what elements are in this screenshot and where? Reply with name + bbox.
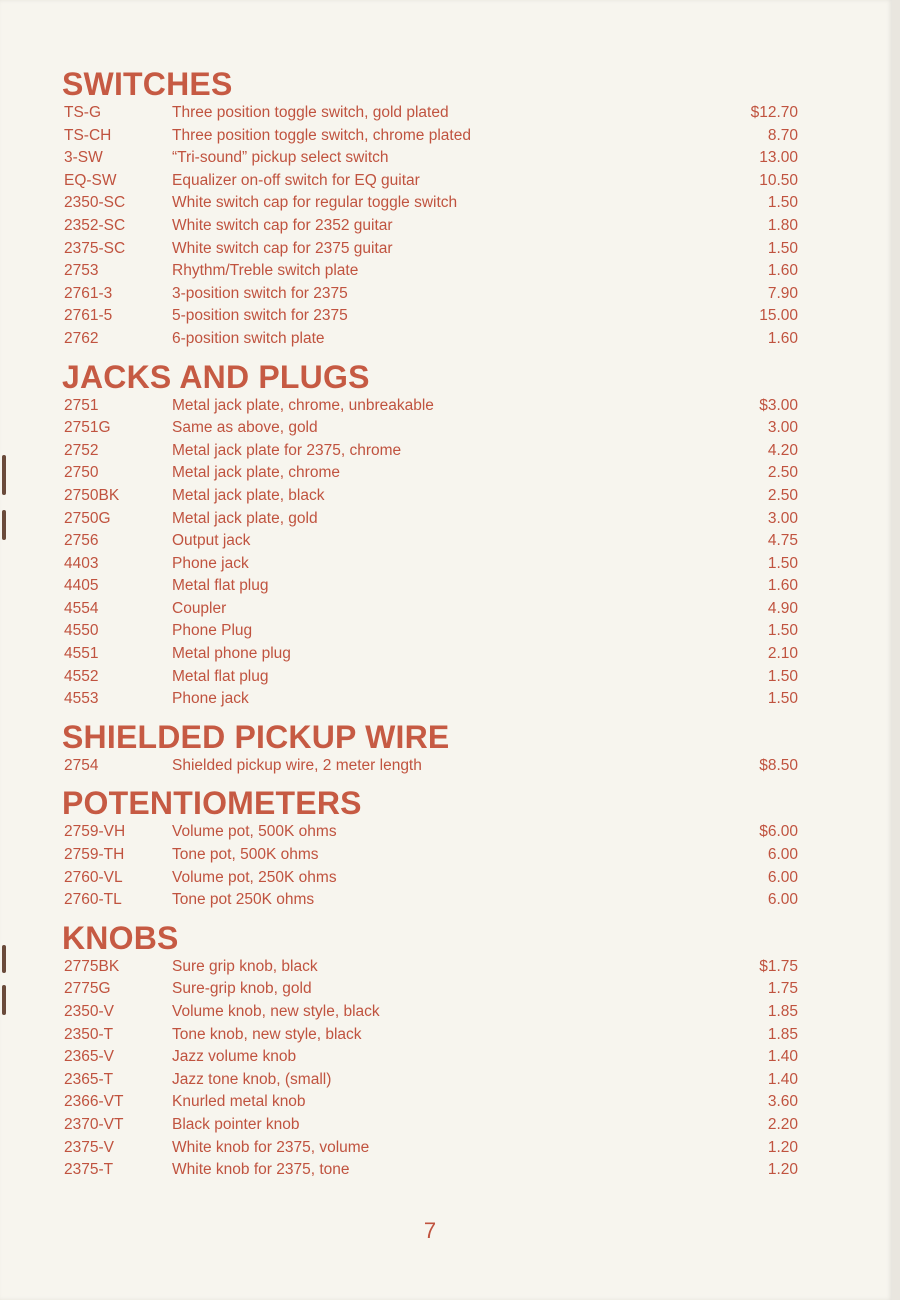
item-row	[62, 643, 798, 666]
item-description: Metal jack plate, chrome, unbreakable	[172, 396, 434, 414]
item-description: Rhythm/Treble switch plate	[172, 262, 359, 280]
item-row	[62, 395, 798, 418]
item-price: 1.40	[767, 1070, 798, 1088]
item-description: 5-position switch for 2375	[172, 307, 348, 325]
item-code: 4405	[64, 577, 99, 595]
item-code: 2775BK	[64, 957, 120, 975]
item-description: Metal jack plate for 2375, chrome	[172, 441, 402, 459]
item-description: Shielded pickup wire, 2 meter length	[172, 756, 422, 774]
item-description: Phone jack	[172, 690, 249, 708]
item-price: 4.90	[767, 599, 798, 617]
item-list	[62, 821, 798, 911]
item-row	[62, 215, 798, 238]
item-code: 4553	[64, 690, 99, 708]
item-price: $8.50	[759, 756, 798, 774]
item-description: White knob for 2375, tone	[172, 1161, 350, 1179]
item-description: “Tri-sound” pickup select switch	[172, 149, 389, 167]
item-description: Metal phone plug	[172, 645, 291, 663]
item-price: 2.10	[767, 645, 798, 663]
binder-mark	[2, 455, 6, 495]
section-potentiometers	[62, 785, 798, 911]
item-row	[62, 755, 798, 778]
section-title: KNOBS	[62, 919, 179, 956]
item-row	[62, 867, 798, 890]
item-code: 2375-SC	[64, 239, 126, 257]
item-code: 2365-T	[64, 1070, 114, 1088]
item-code: 2751G	[64, 419, 111, 437]
item-code: 2366-VT	[64, 1093, 124, 1111]
item-description: Phone jack	[172, 554, 249, 572]
item-price: 1.60	[767, 577, 798, 595]
item-description: Jazz volume knob	[172, 1048, 297, 1066]
item-description: Knurled metal knob	[172, 1093, 306, 1111]
item-code: 2350-V	[64, 1003, 114, 1020]
item-description: Jazz tone knob, (small)	[172, 1070, 332, 1088]
item-row	[62, 956, 798, 979]
item-price: 6.00	[767, 891, 798, 909]
item-description: White switch cap for 2352 guitar	[172, 216, 393, 234]
item-description: Three position toggle switch, chrome plated	[172, 126, 471, 144]
item-row	[62, 889, 798, 912]
item-code: 2751	[64, 396, 99, 414]
item-code: 2775G	[64, 980, 111, 998]
item-price: $6.00	[759, 823, 798, 841]
item-price: 1.60	[767, 262, 798, 280]
section-shielded-pickup-wire	[62, 719, 798, 778]
item-price: 8.70	[767, 126, 798, 144]
item-code: 2350-SC	[64, 194, 126, 212]
binder-mark	[2, 945, 6, 973]
item-price: $3.00	[759, 396, 798, 414]
item-code: 2352-SC	[64, 216, 126, 234]
item-row	[62, 1114, 798, 1137]
item-price: $12.70	[750, 104, 798, 121]
item-description: Same as above, gold	[172, 419, 318, 437]
item-row	[62, 417, 798, 440]
item-price: 1.50	[767, 690, 798, 708]
item-description: Sure grip knob, black	[172, 957, 318, 975]
item-code: 3-SW	[64, 149, 103, 167]
item-list	[62, 102, 798, 351]
item-code: 2365-V	[64, 1048, 114, 1066]
item-price: 1.50	[767, 239, 798, 257]
item-price: 6.00	[767, 846, 798, 864]
item-description: Metal jack plate, gold	[172, 509, 318, 527]
item-row	[62, 238, 798, 261]
item-code: EQ-SW	[64, 171, 117, 189]
item-list	[62, 956, 798, 1182]
price-list	[62, 66, 798, 1190]
item-row	[62, 1091, 798, 1114]
item-price: 7.90	[767, 284, 798, 302]
item-description: Phone Plug	[172, 622, 253, 640]
item-row	[62, 1159, 798, 1182]
item-description: Volume knob, new style, black	[172, 1003, 380, 1020]
item-code: 2761-5	[64, 307, 113, 325]
item-description: Metal jack plate, black	[172, 486, 325, 504]
item-row	[62, 440, 798, 463]
item-row	[62, 125, 798, 148]
item-code: 4403	[64, 554, 99, 572]
item-code: 2752	[64, 441, 99, 459]
item-description: White knob for 2375, volume	[172, 1138, 370, 1156]
item-price: 10.50	[759, 171, 798, 189]
item-price: 13.00	[759, 149, 798, 167]
item-row	[62, 620, 798, 643]
item-price: 1.50	[767, 622, 798, 640]
section-title: SHIELDED PICKUP WIRE	[62, 718, 450, 755]
item-code: 2750G	[64, 509, 111, 527]
item-code: 4550	[64, 622, 99, 640]
item-price: 4.20	[767, 441, 798, 459]
item-code: 2754	[64, 756, 99, 774]
item-description: Volume pot, 500K ohms	[172, 823, 337, 841]
item-row	[62, 305, 798, 328]
item-row	[62, 328, 798, 351]
item-row	[62, 508, 798, 531]
item-price: 1.80	[767, 216, 798, 234]
item-code: 2761-3	[64, 284, 113, 302]
page-number: 7	[423, 1218, 437, 1243]
item-row	[62, 485, 798, 508]
item-description: Coupler	[172, 599, 227, 617]
item-code: 2762	[64, 329, 99, 347]
item-row	[62, 1046, 798, 1069]
item-description: Tone pot 250K ohms	[172, 891, 315, 909]
item-code: TS-CH	[64, 126, 112, 144]
item-code: 2760-VL	[64, 868, 123, 886]
item-code: 2756	[64, 532, 99, 550]
item-code: 2750	[64, 464, 99, 482]
item-row	[62, 170, 798, 193]
item-price: 1.40	[767, 1048, 798, 1066]
item-price: 4.75	[767, 532, 798, 550]
item-row	[62, 192, 798, 215]
item-description: Metal flat plug	[172, 667, 269, 685]
item-code: 4554	[64, 599, 99, 617]
item-row	[62, 260, 798, 283]
item-price: 15.00	[759, 307, 798, 325]
item-price: 3.00	[767, 509, 798, 527]
item-row	[62, 1137, 798, 1160]
item-code: 4552	[64, 667, 99, 685]
item-description: Output jack	[172, 532, 251, 550]
item-description: 3-position switch for 2375	[172, 284, 348, 302]
section-title: POTENTIOMETERS	[62, 785, 362, 822]
item-row	[62, 844, 798, 867]
item-price: 2.50	[767, 464, 798, 482]
item-row	[62, 598, 798, 621]
item-description: Tone knob, new style, black	[172, 1025, 362, 1043]
item-price: 1.20	[767, 1161, 798, 1179]
item-row	[62, 575, 798, 598]
item-description: 6-position switch plate	[172, 329, 325, 347]
item-row	[62, 530, 798, 553]
item-row	[62, 688, 798, 711]
item-row	[62, 1001, 798, 1024]
item-price: 1.60	[767, 329, 798, 347]
item-price: 1.75	[767, 980, 798, 998]
item-row	[62, 102, 798, 125]
item-price: 1.50	[767, 667, 798, 685]
section-title: JACKS AND PLUGS	[62, 358, 370, 395]
item-description: Tone pot, 500K ohms	[172, 846, 319, 864]
item-list	[62, 395, 798, 711]
item-row	[62, 666, 798, 689]
item-code: 2759-TH	[64, 846, 125, 864]
item-code: 2753	[64, 262, 99, 280]
binder-mark	[2, 985, 6, 1015]
item-description: Black pointer knob	[172, 1115, 300, 1133]
item-price: $1.75	[759, 957, 798, 975]
section-switches	[62, 66, 798, 351]
item-row	[62, 1024, 798, 1047]
item-price: 2.20	[767, 1115, 798, 1133]
item-description: Sure-grip knob, gold	[172, 980, 312, 998]
item-price: 1.50	[767, 554, 798, 572]
item-code: 2350-T	[64, 1025, 114, 1043]
item-price: 1.85	[767, 1025, 798, 1043]
item-row	[62, 462, 798, 485]
item-row	[62, 283, 798, 306]
section-jacks-and-plugs	[62, 359, 798, 711]
section-knobs	[62, 920, 798, 1182]
item-description: Metal jack plate, chrome	[172, 464, 340, 482]
item-price: 1.85	[767, 1003, 798, 1020]
item-description: White switch cap for 2375 guitar	[172, 239, 393, 257]
item-description: White switch cap for regular toggle switch	[172, 194, 458, 212]
item-description: Volume pot, 250K ohms	[172, 868, 337, 886]
item-description: Three position toggle switch, gold plated	[172, 104, 449, 121]
item-row	[62, 147, 798, 170]
item-code: 2760-TL	[64, 891, 122, 909]
item-row	[62, 553, 798, 576]
item-price: 1.20	[767, 1138, 798, 1156]
item-code: 2370-VT	[64, 1115, 124, 1133]
item-code: 2375-V	[64, 1138, 114, 1156]
item-row	[62, 1069, 798, 1092]
item-description: Metal flat plug	[172, 577, 269, 595]
item-price: 3.60	[767, 1093, 798, 1111]
item-price: 3.00	[767, 419, 798, 437]
section-title: SWITCHES	[62, 66, 233, 102]
item-price: 6.00	[767, 868, 798, 886]
item-list	[62, 755, 798, 778]
item-price: 2.50	[767, 486, 798, 504]
item-code: TS-G	[64, 104, 102, 121]
item-code: 4551	[64, 645, 99, 663]
item-row	[62, 821, 798, 844]
item-code: 2375-T	[64, 1161, 114, 1179]
item-code: 2759-VH	[64, 823, 126, 841]
item-row	[62, 978, 798, 1001]
item-code: 2750BK	[64, 486, 120, 504]
item-description: Equalizer on-off switch for EQ guitar	[172, 171, 420, 189]
item-price: 1.50	[767, 194, 798, 212]
binder-mark	[2, 510, 6, 540]
